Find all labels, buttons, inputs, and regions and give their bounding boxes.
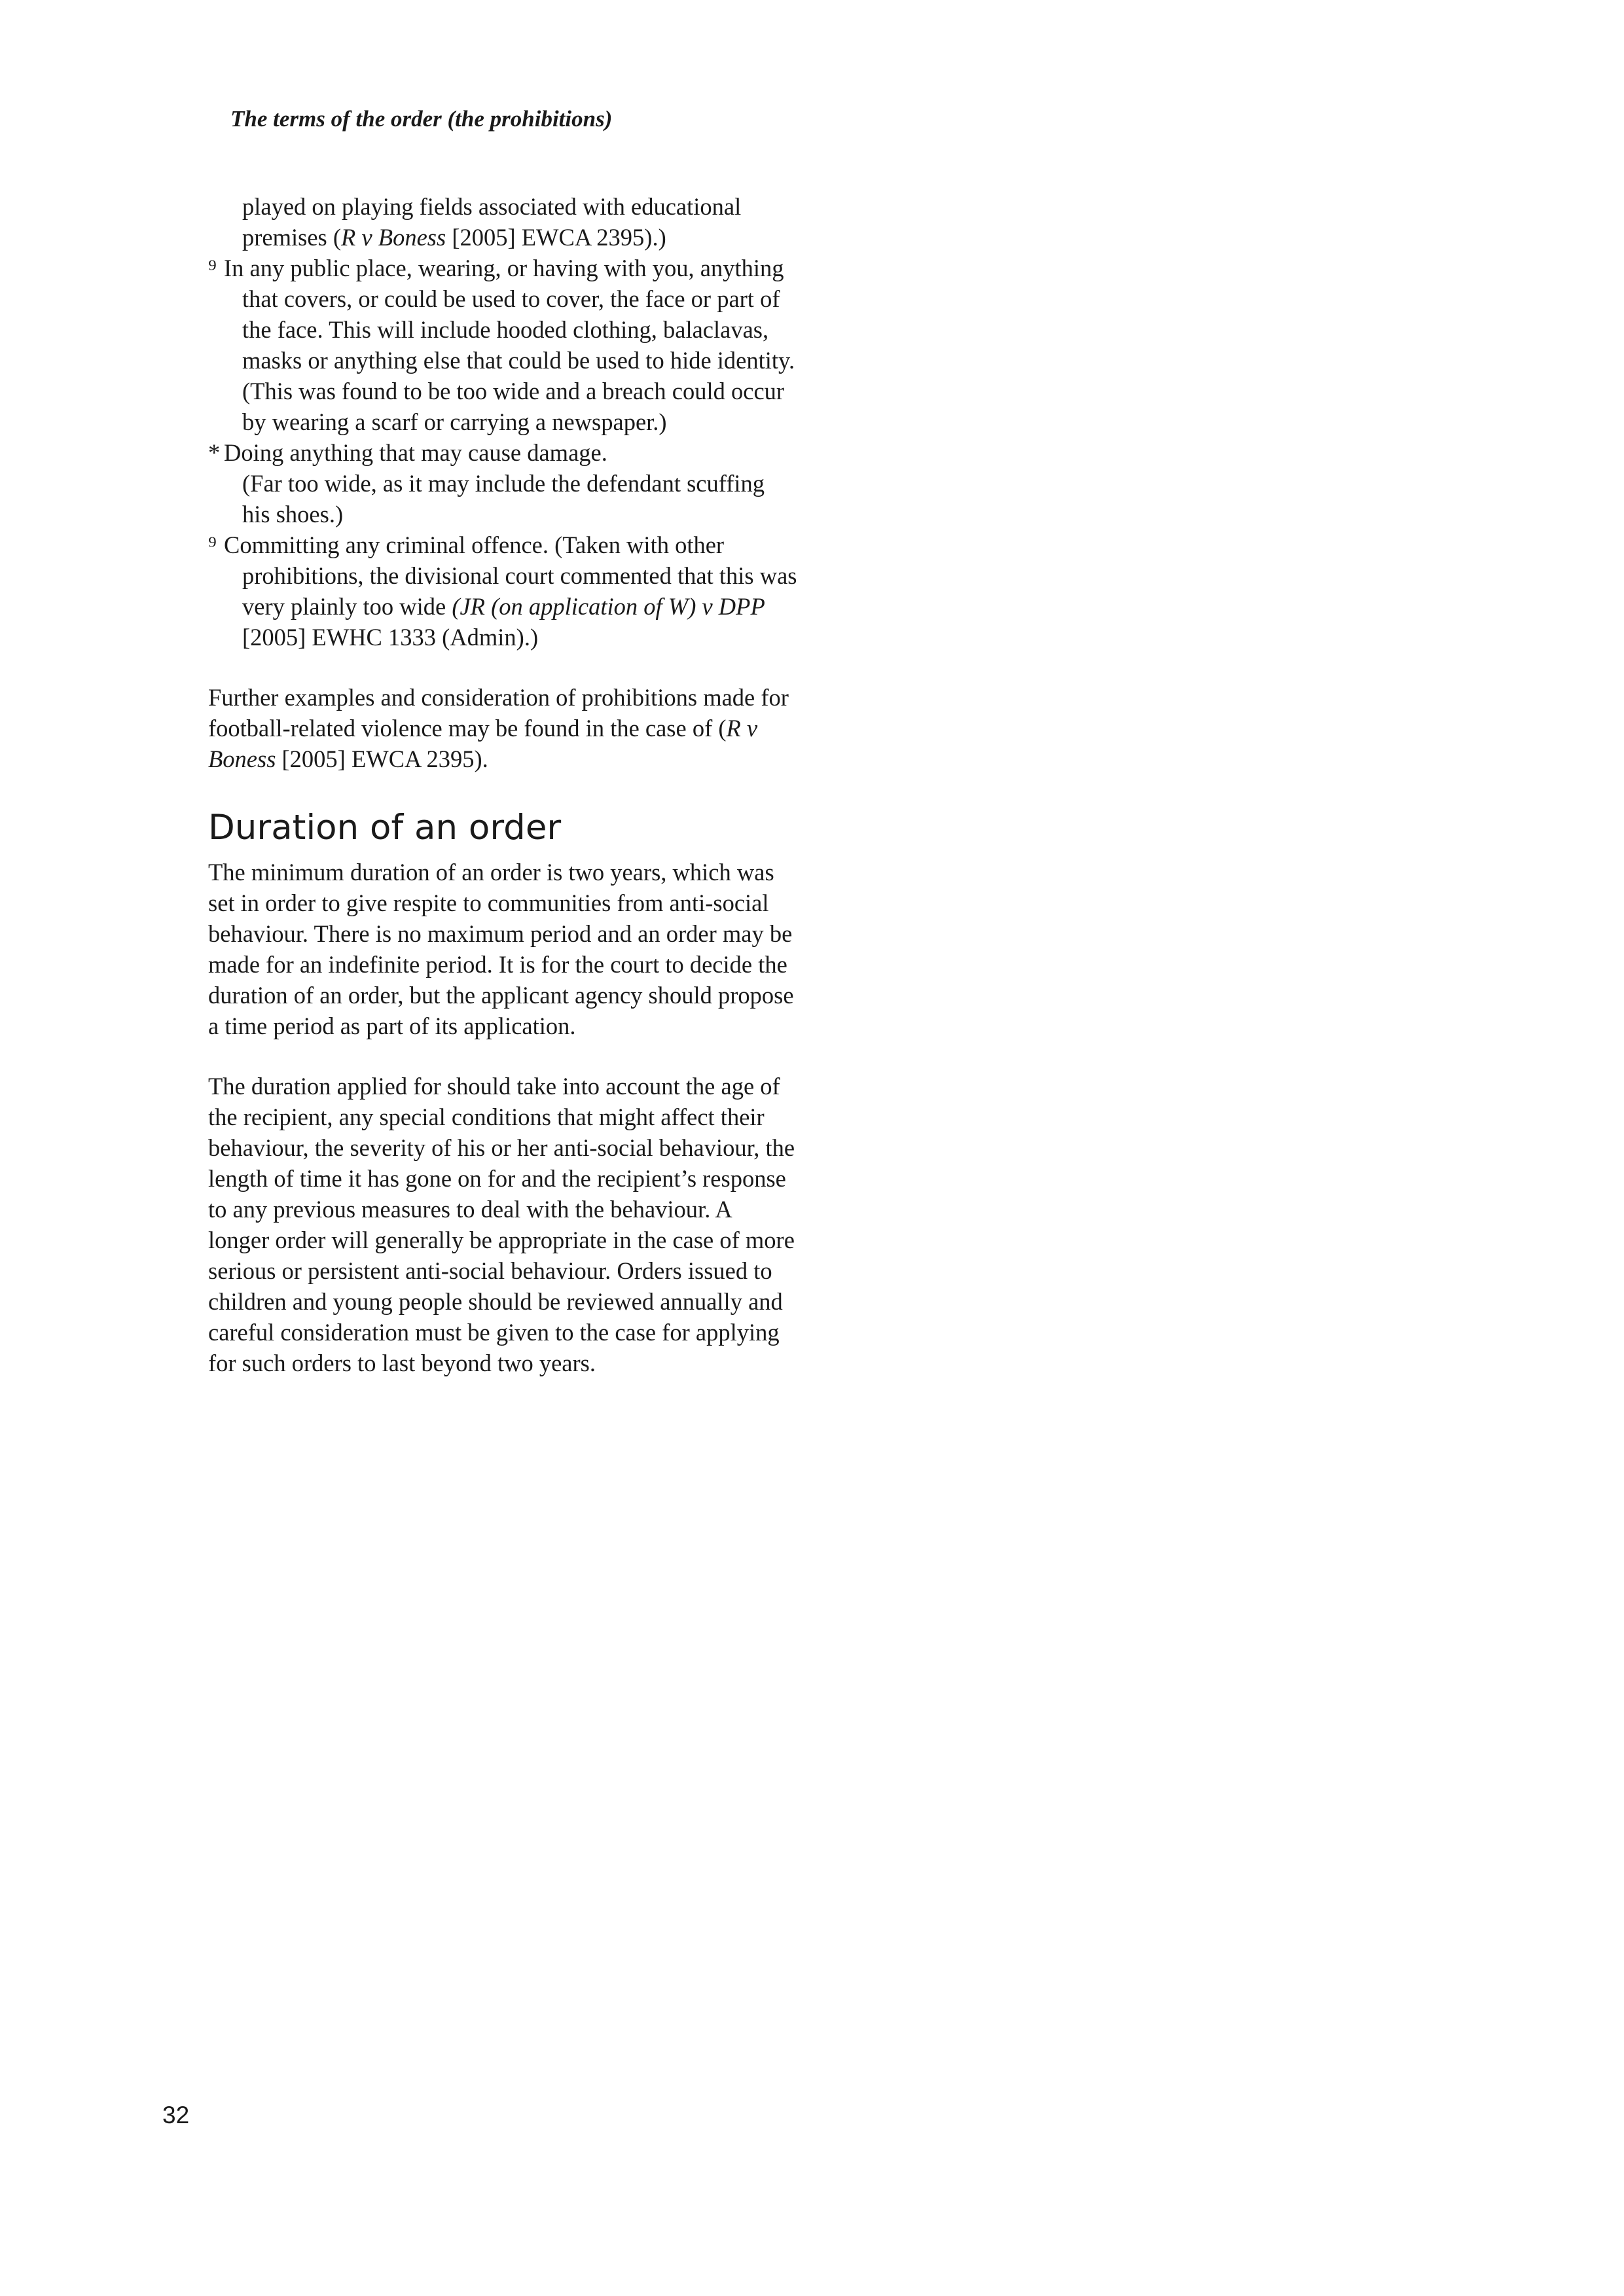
- list-item-text: In any public place, wearing, or having with you, anything that covers, or could be used to cover, the face or part of the face. This will include hooded clothing, balaclavas, masks or anything else that could be used to hide identity. (This was found to be too wide and a breach could occur by wearing a scarf or carrying a newspaper.): [224, 255, 795, 435]
- list-marker: ⁹: [208, 255, 217, 281]
- list-item: [208, 437, 797, 468]
- list-continuation-text: played on playing fields associated with educational premises (: [242, 193, 742, 251]
- list-item-note: (Far too wide, as it may include the defendant scuffing his shoes.): [242, 470, 765, 528]
- case-citation: R v Boness: [341, 224, 446, 251]
- list-item-text: [224, 529, 797, 653]
- list-item-text-tail: [2005] EWHC 1333 (Admin).): [242, 624, 539, 651]
- list-item: [208, 253, 797, 437]
- further-examples-tail: [2005] EWCA 2395).: [276, 745, 488, 772]
- running-title: The terms of the order (the prohibitions): [230, 106, 613, 132]
- list-marker: ⁹: [208, 531, 217, 558]
- case-citation: (JR (on application of W) v DPP: [452, 593, 765, 620]
- list-continuation: [208, 191, 797, 253]
- further-examples-paragraph: [208, 682, 797, 774]
- list-item-text-main: Committing any criminal offence. (Taken with other prohibitions, the divisional court commented that this was very plainly too wide: [224, 531, 797, 620]
- text-column: [208, 191, 797, 1378]
- list-continuation-tail: [2005] EWCA 2395).): [446, 224, 666, 251]
- body-paragraph: The minimum duration of an order is two years, which was set in order to give respite to communities from anti-social behaviour. There is no maximum period and an order may be made for an indefinite period. It is for the court to decide the duration of an order, but the applicant agency should propose a time period as part of its application.: [208, 859, 794, 1039]
- section-heading: Duration of an order: [208, 808, 562, 848]
- body-paragraph: The duration applied for should take into account the age of the recipient, any special conditions that might affect their behaviour, the severity of his or her anti-social behaviour, the length of time it has gone on for and the recipient’s response to any previous measures to deal with the behaviour. A longer order will generally be appropriate in the case of more serious or persistent anti-social behaviour. Orders issued to children and young people should be reviewed annually and careful consideration must be given to the case for applying for such orders to last beyond two years.: [208, 1073, 795, 1376]
- page-number: 32: [162, 2102, 190, 2128]
- list-item-text: Doing anything that may cause damage.: [224, 439, 607, 466]
- list-marker: *: [208, 439, 221, 466]
- further-examples-text: Further examples and consideration of prohibitions made for football-related violence may be found in the case of (: [208, 684, 789, 742]
- list-item: [208, 529, 797, 653]
- case-citation: R v Boness: [208, 715, 758, 772]
